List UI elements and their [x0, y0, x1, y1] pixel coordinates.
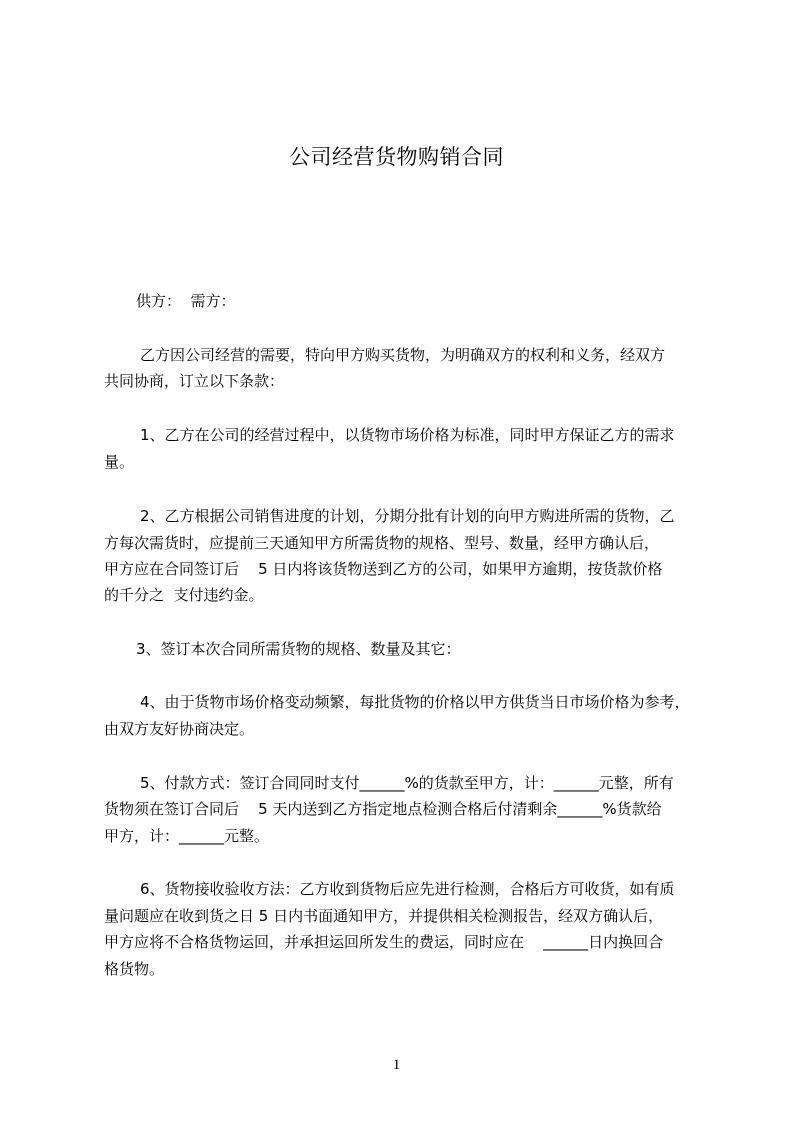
clause-line: 4、由于货物市场价格变动频繁，每批货物的价格以甲方供货当日市场价格为参考， — [140, 693, 690, 711]
clause-line: 5、付款方式：签订合同同时支付______%的货款至甲方，计：______元整，所有 — [140, 774, 674, 792]
clause-line: 量问题应在收到货之日 5 日内书面通知甲方，并提供相关检测报告，经双方确认后， — [104, 907, 664, 925]
clause-line: 2、乙方根据公司销售进度的计划，分期分批有计划的向甲方购进所需的货物，乙 — [140, 507, 675, 525]
intro-line: 乙方因公司经营的需要，特向甲方购买货物，为明确双方的权利和义务，经双方 — [140, 346, 666, 364]
clause-line: 货物须在签订合同后 5 天内送到乙方指定地点检测合格后付清剩余______%货款给 — [104, 800, 662, 818]
clause-line: 量。 — [104, 453, 135, 471]
document-title: 公司经营货物购销合同 — [289, 145, 504, 169]
intro-line: 共同协商，订立以下条款： — [104, 372, 285, 390]
page-number: 1 — [392, 1057, 401, 1073]
clause-line: 格货物。 — [104, 960, 165, 978]
parties-line: 供方： 需方： — [136, 292, 236, 310]
clause-line: 甲方应在合同签订后 5 日内将该货物送到乙方的公司，如果甲方逾期，按货款价格 — [104, 560, 663, 578]
clause-line: 1、乙方在公司的经营过程中，以货物市场价格为标准，同时甲方保证乙方的需求 — [140, 426, 675, 444]
clause-line: 甲方，计：______元整。 — [104, 827, 270, 845]
clause-line: 甲方应将不合格货物运回，并承担运回所发生的费运，同时应在 ______日内换回合 — [104, 933, 664, 951]
clause-line: 方每次需货时，应提前三天通知甲方所需货物的规格、型号、数量，经甲方确认后， — [104, 534, 660, 552]
clause-line: 3、签订本次合同所需货物的规格、数量及其它： — [136, 640, 461, 658]
clause-line: 由双方友好协商决定。 — [104, 720, 255, 738]
clause-line: 6、货物接收验收方法：乙方收到货物后应先进行检测，合格后方可收货，如有质 — [140, 880, 675, 898]
clause-line: 的千分之 支付违约金。 — [104, 586, 264, 604]
